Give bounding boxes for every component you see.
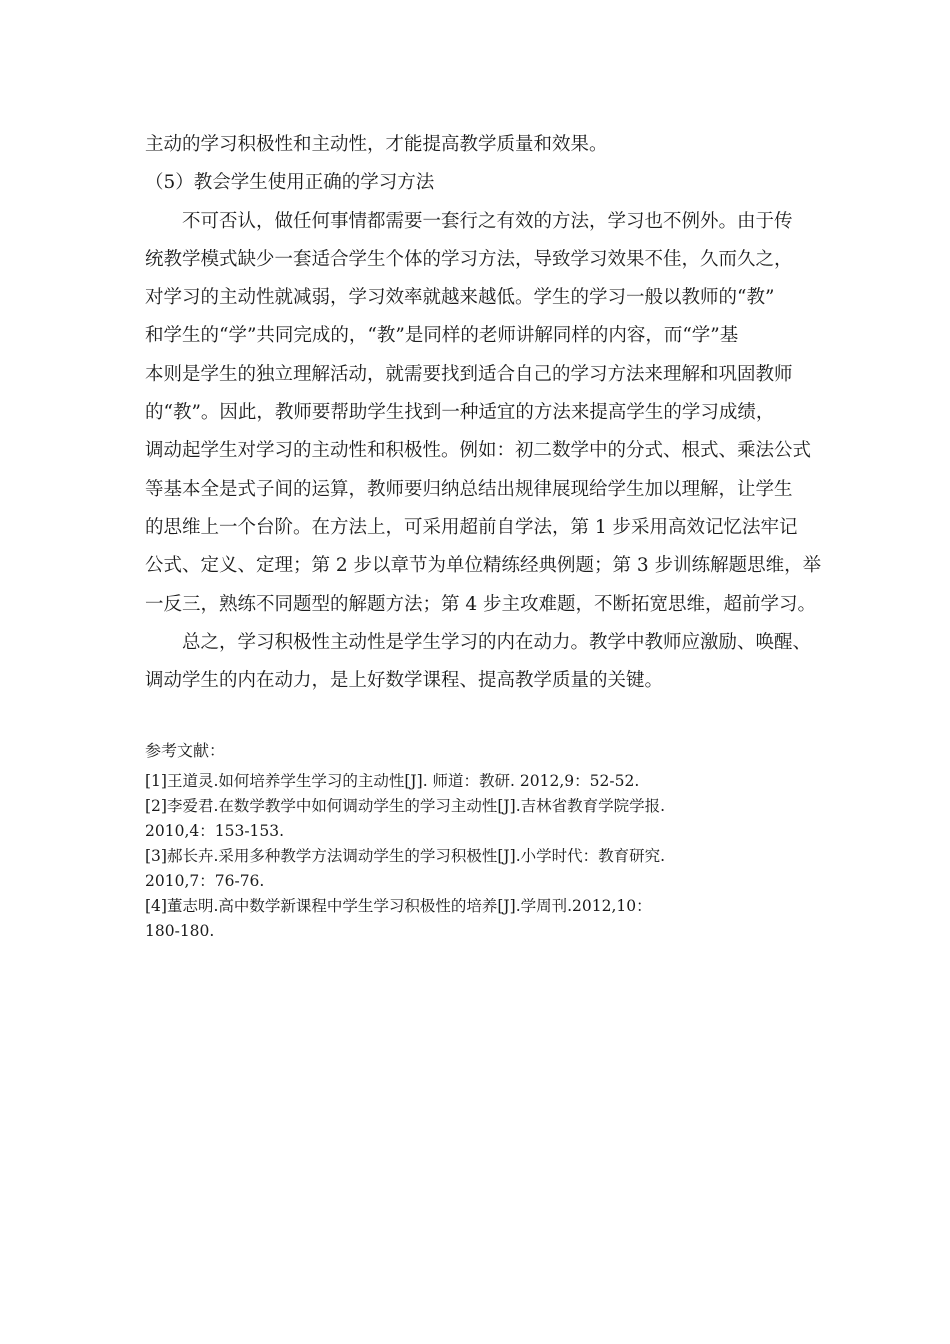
reference-line: [1]王道灵.如何培养学生学习的主动性[J]. 师道：教研. 2012,9：52-52.	[145, 772, 640, 790]
paragraph-line: 总之，学习积极性主动性是学生学习的内在动力。教学中教师应激励、唤醒、	[182, 631, 812, 653]
body-text	[145, 126, 822, 700]
paragraph-line: 对学习的主动性就减弱，学习效率就越来越低。学生的学习一般以教师的“教”	[145, 287, 775, 309]
reference-line: 2010,7：76-76.	[145, 872, 265, 890]
reference-line: [4]董志明.高中数学新课程中学生学习积极性的培养[J].学周刊.2012,10：	[145, 897, 652, 915]
paragraph-line: 的思维上一个台阶。在方法上，可采用超前自学法，第 1 步采用高效记忆法牢记	[145, 516, 798, 538]
reference-line: [3]郝长卉.采用多种教学方法调动学生的学习积极性[J].小学时代：教育研究.	[145, 847, 666, 865]
paragraph-line: 统教学模式缺少一套适合学生个体的学习方法，导致学习效果不佳，久而久之，	[145, 248, 793, 270]
paragraph-line: 公式、定义、定理；第 2 步以章节为单位精练经典例题；第 3 步训练解题思维，举	[145, 555, 822, 577]
reference-line: 2010,4：153-153.	[145, 822, 285, 840]
references-title: 参考文献：	[145, 741, 226, 760]
section-heading: （5）教会学生使用正确的学习方法	[145, 172, 435, 194]
paragraph-line: 调动起学生对学习的主动性和积极性。例如：初二数学中的分式、根式、乘法公式	[145, 440, 812, 462]
paragraph-line: 本则是学生的独立理解活动，就需要找到适合自己的学习方法来理解和巩固教师	[145, 363, 793, 385]
paragraph-line: 的“教”。因此，教师要帮助学生找到一种适宜的方法来提高学生的学习成绩，	[145, 402, 775, 424]
reference-line: 180-180.	[145, 922, 215, 940]
paragraph-line: 主动的学习积极性和主动性，才能提高教学质量和效果。	[145, 134, 608, 155]
paragraph-line: 和学生的“学”共同完成的，“教”是同样的老师讲解同样的内容，而“学”基	[145, 325, 739, 347]
reference-line: [2]李爱君.在数学教学中如何调动学生的学习主动性[J].吉林省教育学院学报.	[145, 797, 666, 815]
paragraph-line: 调动学生的内在动力，是上好数学课程、提高教学质量的关键。	[145, 670, 664, 692]
paragraph-line: 等基本全是式子间的运算，教师要归纳总结出规律展现给学生加以理解，让学生	[145, 478, 793, 500]
paragraph-line: 不可否认，做任何事情都需要一套行之有效的方法，学习也不例外。由于传	[182, 210, 793, 232]
paragraph-line: 一反三，熟练不同题型的解题方法；第 4 步主攻难题，不断拓宽思维，超前学习。	[145, 593, 817, 615]
references-section	[145, 738, 825, 944]
